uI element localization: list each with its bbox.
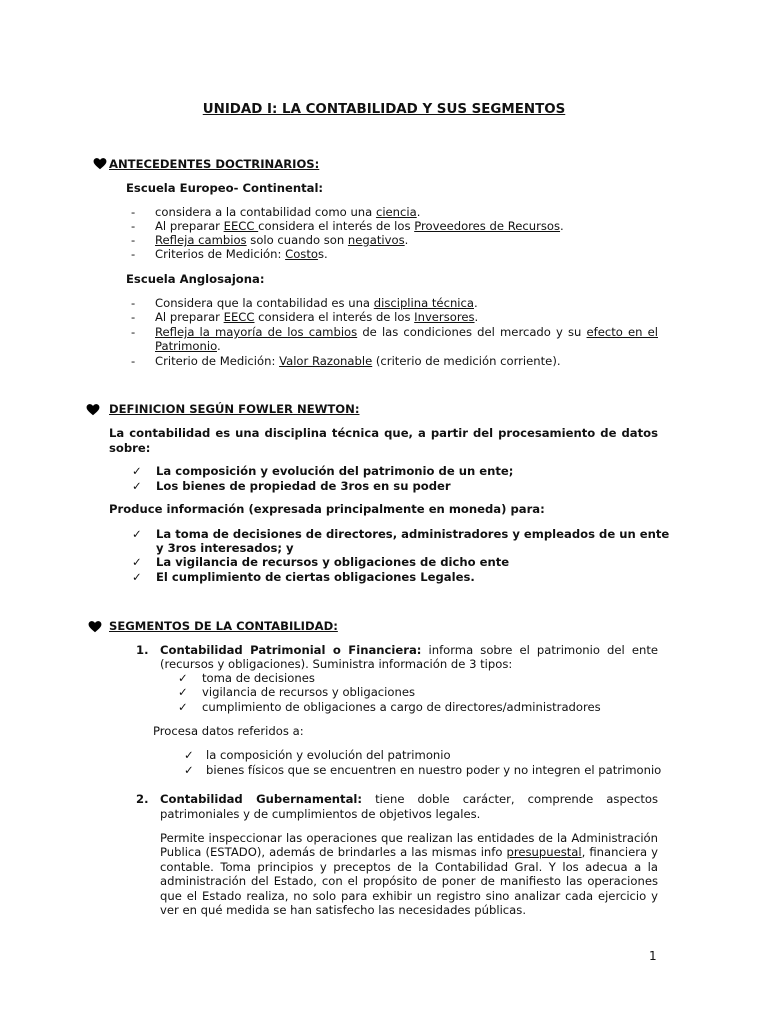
segment-item-gubernamental: Contabilidad Gubernamental: tiene doble carácter, comprende aspectos (160, 792, 658, 806)
heart-icon (86, 403, 100, 417)
page-number: 1 (649, 949, 657, 963)
definition-text-continuation: sobre: (109, 441, 151, 455)
list-item: - Al preparar EECC considera el interés de los Inversores. (131, 310, 479, 324)
check-item: ✓ toma de decisiones (178, 671, 315, 685)
paragraph-line: Publica (ESTADO), además de brindarles a las mismas info presupuestal, financiera y (160, 845, 658, 859)
check-item: ✓ bienes físicos que se encuentren en nuestro poder y no integren el patrimonio (184, 763, 662, 777)
section-heading-antecedentes: ANTECEDENTES DOCTRINARIOS: (109, 157, 320, 171)
list-item: - Al preparar EECC considera el interés de los Proveedores de Recursos. (131, 219, 564, 233)
check-item: ✓ Los bienes de propiedad de 3ros en su poder (132, 479, 451, 493)
paragraph-line: ver en qué medida se han satisfecho las necesidades públicas. (160, 903, 527, 917)
check-item-continuation: y 3ros interesados; y (156, 541, 294, 555)
check-item: ✓ la composición y evolución del patrimonio (184, 748, 451, 762)
check-item: ✓ cumplimiento de obligaciones a cargo de directores/administradores (178, 700, 601, 714)
paragraph-line: administración del Estado, con el propósito de poner de manifiesto las operaciones (160, 874, 658, 888)
page-title: UNIDAD I: LA CONTABILIDAD Y SUS SEGMENTOS (202, 102, 566, 117)
list-item: - considera a la contabilidad como una ciencia. (131, 205, 421, 219)
list-number: 1. (136, 643, 149, 657)
produce-text: Produce información (expresada principalmente en moneda) para: (109, 502, 545, 516)
paragraph-line: que el Estado realiza, no solo para exhibir un registro sino analizar cada ejercicio y (160, 889, 658, 903)
section-heading-definicion: DEFINICION SEGÚN FOWLER NEWTON: (109, 402, 360, 416)
list-item: - Criterios de Medición: Costos. (131, 247, 328, 261)
definition-text: La contabilidad es una disciplina técnica que, a partir del procesamiento de datos (109, 426, 658, 440)
check-item: ✓ La vigilancia de recursos y obligaciones de dicho ente (132, 555, 510, 569)
list-item: - Considera que la contabilidad es una disciplina técnica. (131, 296, 478, 310)
segment-item-patrimonial: Contabilidad Patrimonial o Financiera: informa sobre el patrimonio del ente (160, 643, 658, 657)
list-item: - Criterio de Medición: Valor Razonable (criterio de medición corriente). (131, 354, 561, 368)
check-item: ✓ El cumplimiento de ciertas obligaciones Legales. (132, 570, 475, 584)
heart-icon (88, 620, 102, 634)
procesa-text: Procesa datos referidos a: (153, 724, 304, 738)
check-item: ✓ vigilancia de recursos y obligaciones (178, 685, 416, 699)
check-item: ✓ La composición y evolución del patrimonio de un ente; (132, 464, 514, 478)
check-item: ✓ La toma de decisiones de directores, administradores y empleados de un ente (132, 527, 670, 541)
segment-item-text: (recursos y obligaciones). Suministra información de 3 tipos: (160, 657, 513, 671)
subheading-escuela-europeo: Escuela Europeo- Continental: (126, 181, 324, 195)
heart-icon (93, 157, 107, 171)
segment-item-text: patrimoniales y de cumplimientos de objetivos legales. (160, 807, 481, 821)
subheading-escuela-anglosajona: Escuela Anglosajona: (126, 272, 265, 286)
list-item-continuation: Patrimonio. (155, 339, 221, 353)
section-heading-segmentos: SEGMENTOS DE LA CONTABILIDAD: (109, 619, 338, 633)
paragraph-line: Permite inspeccionar las operaciones que realizan las entidades de la Administración (160, 831, 658, 845)
paragraph-line: contable. Toma principios y preceptos de la Contabilidad Gral. Y los adecua a la (160, 860, 658, 874)
list-item: - Refleja cambios solo cuando son negativos. (131, 233, 409, 247)
list-item: - Refleja la mayoría de los cambios de las condiciones del mercado y su efecto en el (131, 325, 658, 339)
list-number: 2. (136, 792, 149, 806)
